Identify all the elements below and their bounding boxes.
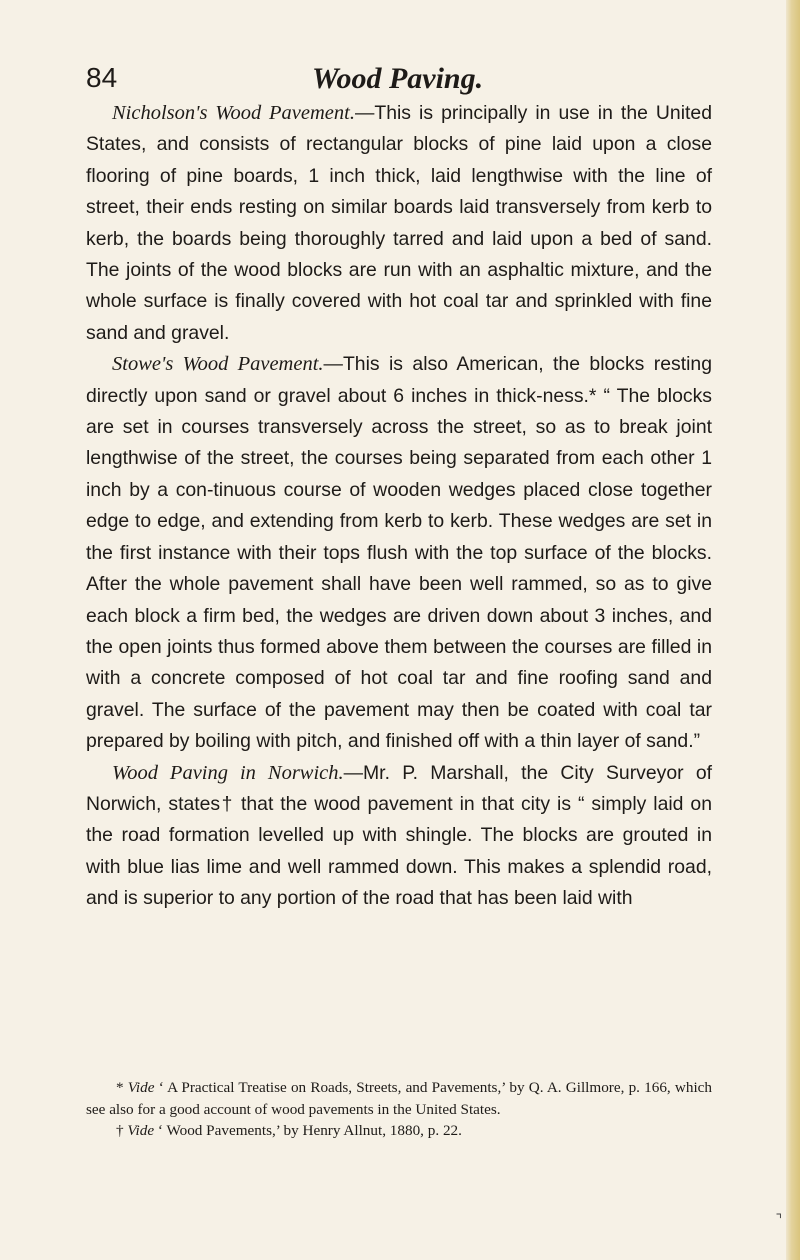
footnotes (86, 1077, 712, 1142)
section-heading: Stowe's Wood Pavement. (112, 353, 324, 376)
footnote-mark: * (116, 1079, 124, 1096)
paragraph-text: —Mr. P. Marshall, the City Surveyor of Norwich, states† that the wood pavement in that city is “ simply laid on the road formation levelled up with shingle. The blocks are grouted in with blue lias lime and well rammed down. This makes a splendid road, and is superior to any portion of the road that has been laid with (86, 761, 712, 910)
section-heading: Wood Paving in Norwich. (112, 761, 344, 784)
body-text (86, 98, 712, 915)
paragraph-norwich (86, 758, 712, 915)
footnote-mark: † (116, 1122, 124, 1139)
footnote-text: ‘ Wood Pavements,’ by Henry Allnut, 1880, p. 22. (157, 1122, 462, 1139)
paragraph-text: —This is also American, the blocks resting directly upon sand or gravel about 6 inches in thick-ness.* “ The blocks are set in courses transversely across the street, so as to break joint lengthwise of the street, the courses being separated from each other 1 inch by a con-tinuous course of wooden wedges placed close together edge to edge, and extending from kerb to kerb. These wedges are set in the first instance with their tops flush with the top surface of the blocks. After the whole pavement shall have been well rammed, so as to give each block a firm bed, the wedges are driven down about 3 inches, and the open joints thus formed above them between the courses are filled in with a concrete composed of hot coal tar and fine roofing sand and gravel. The surface of the pavement may then be coated with coal tar prepared by boiling with pitch, and finished off with a thin layer of sand.” (86, 353, 713, 753)
footnote (86, 1077, 712, 1120)
footnote (86, 1120, 712, 1142)
section-heading: Nicholson's Wood Pavement. (112, 102, 355, 124)
footnote-vide: Vide (127, 1079, 155, 1096)
page-header (0, 62, 800, 102)
paragraph-stowe (86, 349, 712, 757)
paragraph-text: —This is principally in use in the United States, and consists of rectangular blocks of pine laid upon a close flooring of pine boards, 1 inch thick, laid lengthwise with the line of street, their ends resting on similar boards laid transversely from kerb to kerb, the boards being thoroughly tarred and laid upon a bed of sand. The joints of the wood blocks are run with an asphaltic mixture, and the whole surface is finally covered with hot coal tar and sprinkled with fine sand and gravel. (86, 102, 712, 344)
paragraph-nicholson (86, 98, 712, 349)
footnote-text: ‘ A Practical Treatise on Roads, Streets, and Pavements,’ by Q. A. Gillmore, p. 166, which see also for a good account of wood pavements in the United States. (86, 1079, 713, 1118)
footnote-vide: Vide (127, 1122, 155, 1139)
page-number: 84 (86, 62, 118, 93)
page-edge (786, 0, 800, 1260)
corner-mark-icon: ⌝ (775, 1212, 782, 1228)
running-head: Wood Paving. (312, 62, 484, 95)
